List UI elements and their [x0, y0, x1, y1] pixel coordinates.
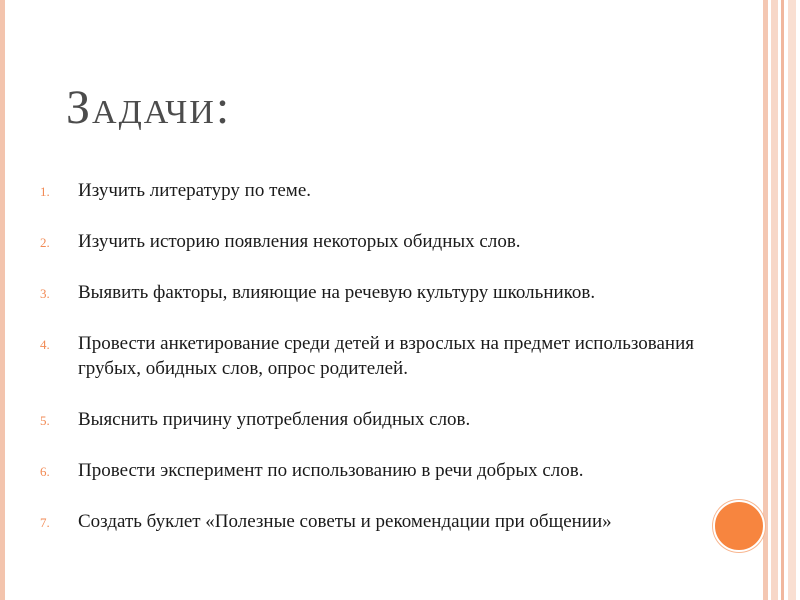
task-text: Изучить историю появления некоторых обидных слов.: [78, 231, 521, 252]
left-border-decoration: [0, 0, 5, 600]
right-stripe-decoration: [788, 0, 796, 600]
task-text: Создать буклет «Полезные советы и рекомендации при общении»: [78, 511, 612, 532]
task-number: 3.: [40, 286, 50, 301]
task-item: [40, 458, 720, 483]
right-stripe-decoration: [771, 0, 778, 600]
task-text: Изучить литературу по теме.: [78, 180, 312, 201]
right-stripe-decoration: [763, 0, 768, 600]
task-item: [40, 280, 720, 305]
right-stripe-decoration: [781, 0, 784, 600]
task-text: Выяснить причину употребления обидных слов.: [78, 409, 471, 430]
task-item: [40, 331, 720, 381]
task-item: [40, 229, 720, 254]
task-text: Провести анкетирование среди детей и взрослых на предмет использования грубых, обидных слов, опрос родителей.: [78, 333, 694, 379]
task-list: [40, 178, 720, 534]
task-number: 1.: [40, 184, 50, 199]
slide-title: Задачи:: [66, 81, 232, 134]
task-item: [40, 178, 720, 203]
task-number: 6.: [40, 464, 50, 479]
orange-circle-decoration: [713, 500, 765, 552]
task-number: 2.: [40, 235, 50, 250]
task-item: [40, 407, 720, 432]
task-text: Выявить факторы, влияющие на речевую культуру школьников.: [78, 282, 596, 303]
task-number: 5.: [40, 413, 50, 428]
task-number: 7.: [40, 515, 50, 530]
task-text: Провести эксперимент по использованию в речи добрых слов.: [78, 460, 584, 481]
task-number: 4.: [40, 337, 50, 352]
task-item: [40, 509, 720, 534]
